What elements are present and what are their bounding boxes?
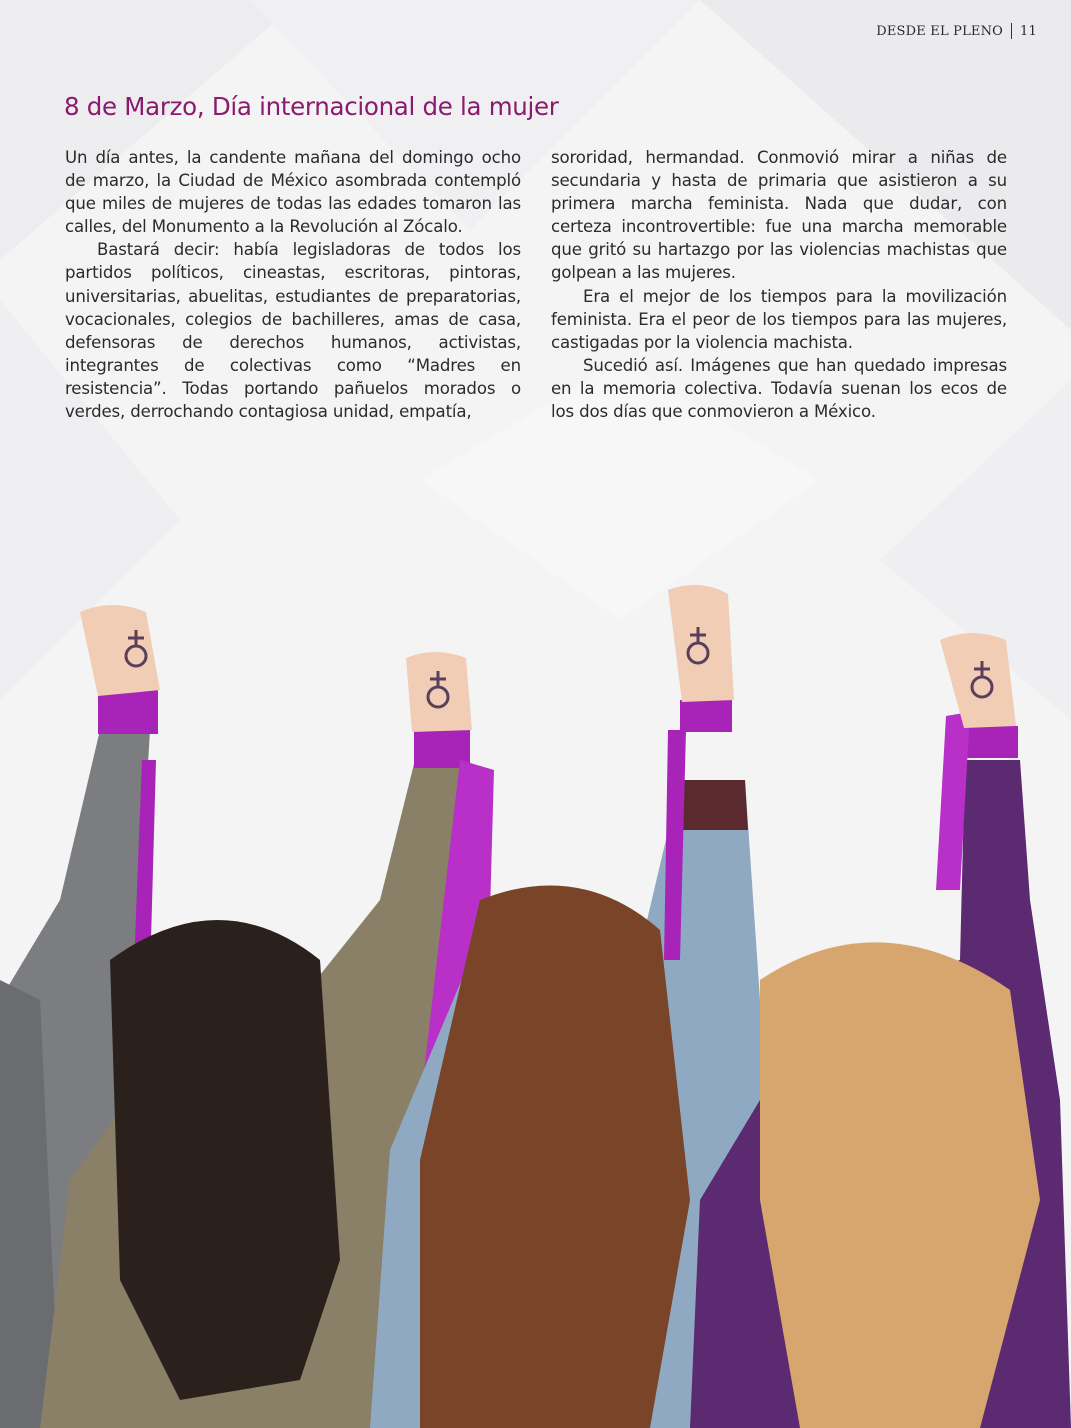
article-title: 8 de Marzo, Día internacional de la mujer [64,92,559,121]
photo-raised-fists [0,540,1071,1428]
article-column-right [551,146,1007,423]
header-divider [1011,23,1012,39]
paragraph: Era el mejor de los tiempos para la movilización feminista. Era el peor de los tiempos para las mujeres, castigadas por la violencia machista. [551,286,1007,352]
page-number: 11 [1020,23,1037,39]
running-header [876,21,1037,41]
paragraph: sororidad, hermandad. Conmovió mirar a niñas de secundaria y hasta de primaria que asistieron a su primera marcha feminista. Nada que dudar, con certeza incontrovertible: fue una marcha memorable que gritó su hartazgo por las violencias machistas que golpean a las mujeres. [551,148,1007,283]
section-name: DESDE EL PLENO [876,23,1004,39]
article-column-left [65,146,521,423]
paragraph: Sucedió así. Imágenes que han quedado impresas en la memoria colectiva. Todavía suenan los ecos de los dos días que conmovieron a México. [551,355,1007,422]
paragraph: Un día antes, la candente mañana del domingo ocho de marzo, la Ciudad de México asombrada contempló que miles de mujeres de todas las edades tomaron las calles, del Monumento a la Revolución al Zócalo. [65,148,521,237]
paragraph: Bastará decir: había legisladoras de todos los partidos políticos, cineastas, escritoras, pintoras, universitarias, abuelitas, estudiantes de preparatorias, vocacionales, colegios de bachilleres, amas de casa, defensoras de derechos humanos, activistas, integrantes de colectivas como “Madres en resistencia”. Todas portando pañuelos morados o verdes, derrochando contagiosa unidad, empatía, [65,240,521,422]
